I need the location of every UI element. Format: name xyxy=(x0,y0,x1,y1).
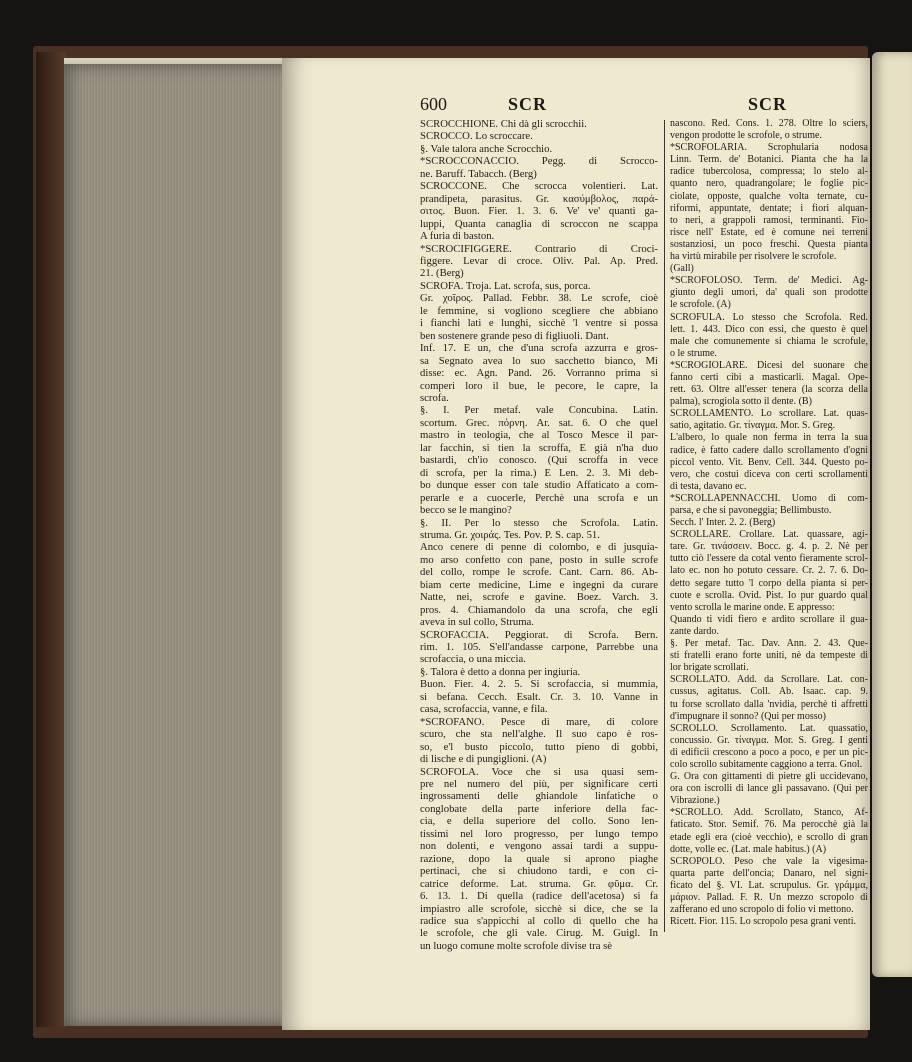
text-line: Vibrazione.) xyxy=(670,795,720,807)
text-line: luppi, Quanta canaglia di scroccon ne scappa xyxy=(420,217,658,230)
text-line: radice, è fatto cadere dallo scrollamento d'ogni xyxy=(670,444,868,456)
text-line: nascono. Red. Cons. 1. 278. Oltre lo sciers, xyxy=(670,118,868,129)
text-line: Quando ti vidi fiero e ardito scrollare il gua- xyxy=(670,613,868,625)
text-line: pre nel numero del più, per significare certi xyxy=(420,778,658,791)
text-line: SCROCCHIONE. Chi dà gli scrocchii. xyxy=(420,118,587,130)
text-line: sostanziosi, un poco freschi. Questa pianta xyxy=(670,238,868,250)
text-line: cussus, agitatus. Coll. Ab. Isaac. cap. 9. xyxy=(670,686,868,698)
text-line: scortum. Grec. πόρνη. Ar. sat. 6. O che quel xyxy=(420,416,658,429)
text-line: perarle e a cuocerle, Perchè una scrofa e un xyxy=(420,491,658,504)
text-line: di lische e di pungiglioni. (A) xyxy=(420,753,547,766)
text-line: SCROFOLA. Voce che si usa quasi sem- xyxy=(420,765,658,778)
text-line: Inf. 17. E un, che d'una scrofa azzurra e gros- xyxy=(420,342,658,355)
text-line: ora con iscrolli di lance gli passavano. (Qui per xyxy=(670,783,868,795)
text-line: *SCROLLO. Add. Scrollato, Stanco, Af- xyxy=(670,807,868,819)
page-stack-edges xyxy=(64,64,312,1026)
text-line: rim. 1. 105. S'ell'andasse carpone, Parrebbe una xyxy=(420,641,658,654)
text-line: SCROLLO. Scrollamento. Lat. quassatio, xyxy=(670,722,868,734)
running-header-right: SCR xyxy=(748,94,788,114)
text-line: 6. 13. 1. Di quella (radice dell'acetosa) si fa xyxy=(420,890,658,903)
text-line: fanno certi cibi a masticarli. Magal. Ope- xyxy=(670,371,868,383)
text-line: Linn. Term. de' Botanici. Pianta che ha la xyxy=(670,154,868,166)
text-line: vento scrolla le marine onde. E appresso: xyxy=(670,601,835,613)
text-line: §. Per metaf. Tac. Dav. Ann. 2. 43. Que- xyxy=(670,638,868,650)
text-line: *SCROFOLOSO. Term. de' Medici. Ag- xyxy=(670,275,868,287)
text-line: *SCROCIFIGGERE. Contrario di Croci- xyxy=(420,242,658,255)
book-spine xyxy=(36,52,66,1027)
text-line: mastro in teologia, che al Tosco Mesce il par- xyxy=(420,429,658,442)
text-line: *SCROLLAPENNACCHI. Uomo di com- xyxy=(670,492,868,504)
text-line: *SCROFOLARIA. Scrophularia nodosa xyxy=(670,142,868,154)
text-line: zafferano ed uno scropolo di folio vi mettono. xyxy=(670,904,854,916)
text-line: di edificii crescono a poco a poco, e per un pic- xyxy=(670,746,868,758)
text-line: SCROLLATO. Add. da Scrollare. Lat. con- xyxy=(670,674,868,686)
text-line: riformi, appuntate, dentate; i fiori alquan- xyxy=(670,202,868,214)
text-line: le femmine, si vogliono scegliere che abbiano xyxy=(420,304,658,317)
text-line: disse: ec. Agn. Pand. 26. Vorranno prima si xyxy=(420,367,658,380)
text-line: vengon prodotte le scrofole, o strume. xyxy=(670,130,822,142)
text-line: risce nell' Estate, ed è comune nei terreni xyxy=(670,226,868,238)
text-line: Anco cenere di penne di colombo, e di jusquia- xyxy=(420,541,658,554)
text-line: tissimi nel loro progresso, per lungo tempo xyxy=(420,827,658,840)
text-line: SCROLLAMENTO. Lo scrollare. Lat. quas- xyxy=(670,408,868,420)
text-line: SCROFACCIA. Peggiorat. di Scrofa. Bern. xyxy=(420,628,658,641)
text-line: figgere. Levar di croce. Oliv. Pal. Ap. Pred. xyxy=(420,254,658,267)
text-line: ben sostenere grande peso di figliuoli. Dant. xyxy=(420,329,609,342)
text-line: lor brigate scrollati. xyxy=(670,662,749,674)
text-line: biam certe medicine, Lime e ingegni da curare xyxy=(420,578,658,591)
text-line: *SCROGIOLARE. Dicesi del suonare che xyxy=(670,359,868,371)
text-line: casa, scrofaccia, vanne, e fila. xyxy=(420,703,548,716)
text-line: radice sua s'appicchi al collo di quello che ha xyxy=(420,915,658,927)
text-line: non dolenti, e vengono assai tardi a suppu- xyxy=(420,840,658,853)
text-line: (Gall) xyxy=(670,263,694,275)
text-line: pertinaci, che si chiudono tardi, e con ci- xyxy=(420,865,658,878)
text-line: vero, che costui diceva con certi scrollamenti xyxy=(670,468,868,480)
text-line: tare. Gr. τινάσσειν. Bocc. g. 4. p. 2. Nè per xyxy=(670,541,868,553)
text-line: dotte, volle ec. (Lat. male habitus.) (A) xyxy=(670,843,827,855)
text-line: aveva in sul collo, Struma. xyxy=(420,616,534,629)
text-line: L'albero, lo quale non ferma in terra la sua xyxy=(670,432,868,444)
text-line: so, e'l busto piccolo, tutto pieno di gobbi, xyxy=(420,740,658,753)
text-line: 21. (Berg) xyxy=(420,267,464,280)
text-line: struma. Gr. χοιράς. Tes. Pov. P. S. cap. 51. xyxy=(420,528,600,541)
text-line: detto segare tutto 'l corpo della pianta si per- xyxy=(670,577,868,589)
text-line: quarta parte dell'oncia; Danaro, nel signi- xyxy=(670,867,868,879)
column-divider xyxy=(664,120,665,932)
text-line: di scrofa, per la rima.) E Len. 2. 3. Mi deb- xyxy=(420,466,658,479)
text-line: tutto ciò l'essere da cotal vento fieramente scrol- xyxy=(670,553,868,565)
text-line: sa Segnato avea lo suo sacchetto bianco, Mi xyxy=(420,354,658,367)
text-line: del collo, rompe le scrofe. Cant. Carn. 86. Ab- xyxy=(420,566,658,579)
text-line: male che comunemente si chiama le scrofule, xyxy=(670,335,868,347)
text-line: SCROCCO. Lo scroccare. xyxy=(420,130,533,143)
text-line: scuro, che sta nell'alghe. Il suo capo è ros- xyxy=(420,728,658,741)
text-line: lett. 1. 443. Dico con essi, che questo è quel xyxy=(670,323,868,335)
text-line: lato ec. non ho potuto cessare. Cr. 2. 7. 6. Do- xyxy=(670,565,868,577)
text-line: di testa, davano ec. xyxy=(670,480,747,492)
text-line: ingrossamenti delle ghiandole linfatiche o xyxy=(420,790,658,803)
text-line: SCROFULA. Lo stesso che Scrofola. Red. xyxy=(670,311,868,323)
text-line: becco se le mangino? xyxy=(420,504,512,517)
right-text-column xyxy=(670,118,868,933)
text-line: Gr. χοῖρος. Pallad. Febbr. 38. Le scrofe, cioè xyxy=(420,292,658,305)
text-line: §. II. Per lo stesso che Scrofola. Latin. xyxy=(420,516,658,529)
text-line: ha virtù mirabile per risolvere le scrofole. xyxy=(670,251,837,263)
text-line: catrice deforme. Lat. struma. Gr. φῦμα. Cr. xyxy=(420,877,658,890)
text-line: parsa, e che si pavoneggia; Bellimbusto. xyxy=(670,505,832,516)
text-line: Buon. Fier. 4. 2. 5. Si scrofaccia, si mummia, xyxy=(420,678,658,691)
text-line: cia, e della superiore del collo. Sono len- xyxy=(420,815,658,828)
text-line: le scrofole. (A) xyxy=(670,299,731,311)
text-line: radice tubercolosa, compressa; lo stelo al- xyxy=(670,166,868,178)
facing-page-edge xyxy=(872,52,912,977)
text-line: o le strume. xyxy=(670,347,717,359)
text-line: i fianchi lati e lunghi, sicchè 'l ventre si possa xyxy=(420,317,658,330)
running-header-left: SCR xyxy=(508,94,548,114)
text-line: scrofa. xyxy=(420,391,449,404)
text-line: prandipeta, parasitus. Gr. κασύμβολος, παρά- xyxy=(420,192,658,205)
text-line: Ricett. Fior. 115. Lo scropolo pesa grani venti. xyxy=(670,916,856,928)
text-line: rett. 63. Oltre all'esser tenera (la scorza della xyxy=(670,384,868,396)
text-line: impiastro alle scrofole, sicchè si dice, che se la xyxy=(420,902,658,915)
text-line: bastardi, ch'io conosco. (Qui scroffa in vece xyxy=(420,454,658,467)
text-line: G. Ora con gittamenti di pietre gli uccidevano, xyxy=(670,771,868,783)
text-line: pros. 4. Chiamandolo da una scrofa, che egli xyxy=(420,603,658,616)
text-line: tu forse scrollato dalla 'nvidia, perchè ti affretti xyxy=(670,698,868,710)
text-line: quanto nero, quadrangolare; le foglie pic- xyxy=(670,178,868,190)
text-line: §. Vale talora anche Scrocchio. xyxy=(420,142,553,155)
text-line: ficato del §. VI. Lat. scrupulus. Gr. γράμμα, xyxy=(670,879,868,891)
text-line: μάριον. Pallad. F. R. Un mezzo scropolo di xyxy=(670,892,868,903)
text-line: scrofaccia, o una miccia. xyxy=(420,653,526,666)
text-line: bo dunque esser con tale studio Affaticato a com- xyxy=(420,479,658,492)
text-line: palma), scrogiola sotto il dente. (B) xyxy=(670,396,812,408)
text-line: SCROFA. Troja. Lat. scrofa, sus, porca. xyxy=(420,279,591,292)
text-line: un luogo comune molte scrofole divise tra sè xyxy=(420,939,613,952)
text-line: mo arso confetto con pane, posto in sulle scrofe xyxy=(420,553,658,566)
text-line: si befana. Cecch. Esalt. Cr. 3. 10. Vanne in xyxy=(420,690,658,703)
text-line: etade egli era (cioè vecchio), e scrollo di gran xyxy=(670,831,868,843)
left-text-column xyxy=(420,118,658,952)
text-line: giunto degli umori, da' quali son prodotte xyxy=(670,287,868,299)
text-line: piccol vento. Vit. Benv. Cell. 344. Questo po- xyxy=(670,456,868,468)
page-number: 600 xyxy=(420,94,447,114)
text-line: razione, dopo la quale si aprono piaghe xyxy=(420,852,658,865)
text-line: zante dardo. xyxy=(670,625,719,637)
text-line: A furia di baston. xyxy=(420,230,495,243)
text-line: lar facchin, si tien la scroffa, E già n'ha duo xyxy=(420,441,658,454)
text-line: sti fratelli erano forte uniti, nè da tempeste di xyxy=(670,650,868,662)
text-line: SCROCCONE. Che scrocca volentieri. Lat. xyxy=(420,180,658,193)
text-line: le scrofole, che gli vale. Cirug. M. Guigl. In xyxy=(420,927,658,940)
text-line: ciolate, opposte, qualche volta ternate, cu- xyxy=(670,190,868,202)
text-line: concussio. Gr. τίναγμα. Mor. S. Greg. I genti xyxy=(670,734,868,746)
text-line: §. Talora è detto a donna per ingiuria. xyxy=(420,665,581,678)
text-line: SCROLLARE. Crollare. Lat. quassare, agi- xyxy=(670,529,868,541)
text-line: ne. Baruff. Tabacch. (Berg) xyxy=(420,167,537,180)
text-line: to neri, a grappoli ramosi, terminanti. Fio- xyxy=(670,214,868,226)
text-line: faticato. Stor. Semif. 76. Ma perocchè già la xyxy=(670,819,868,831)
text-line: σιτος. Buon. Fier. 1. 3. 6. Ve' ve' quanti ga- xyxy=(420,205,658,218)
text-line: colo scrollo subitamente caggiono a terra. Gnol. xyxy=(670,758,863,770)
text-line: SCROPOLO. Peso che vale la vigesima- xyxy=(670,855,868,867)
text-line: comperi loro il bue, le pecore, le capre, la xyxy=(420,379,658,392)
text-line: Natte, nei, scrofe e gavine. Boez. Varch. 3. xyxy=(420,591,658,604)
text-line: *SCROFANO. Pesce di mare, di colore xyxy=(420,715,658,728)
text-line: cuote e scrolla. Ovid. Pist. Io pur guardo qual xyxy=(670,589,868,601)
text-line: d'impugnare il sonno? (Qui per mosso) xyxy=(670,710,826,722)
text-line: Secch. l' Inter. 2. 2. (Berg) xyxy=(670,517,776,529)
text-line: satio, agitatio. Gr. τίναγμα. Mor. S. Greg. xyxy=(670,420,836,432)
text-line: *SCROCCONACCIO. Pegg. di Scrocco- xyxy=(420,155,658,168)
text-line: §. I. Per metaf. vale Concubina. Latin. xyxy=(420,404,658,417)
text-line: conglobate della parte inferiore della fac- xyxy=(420,802,658,815)
